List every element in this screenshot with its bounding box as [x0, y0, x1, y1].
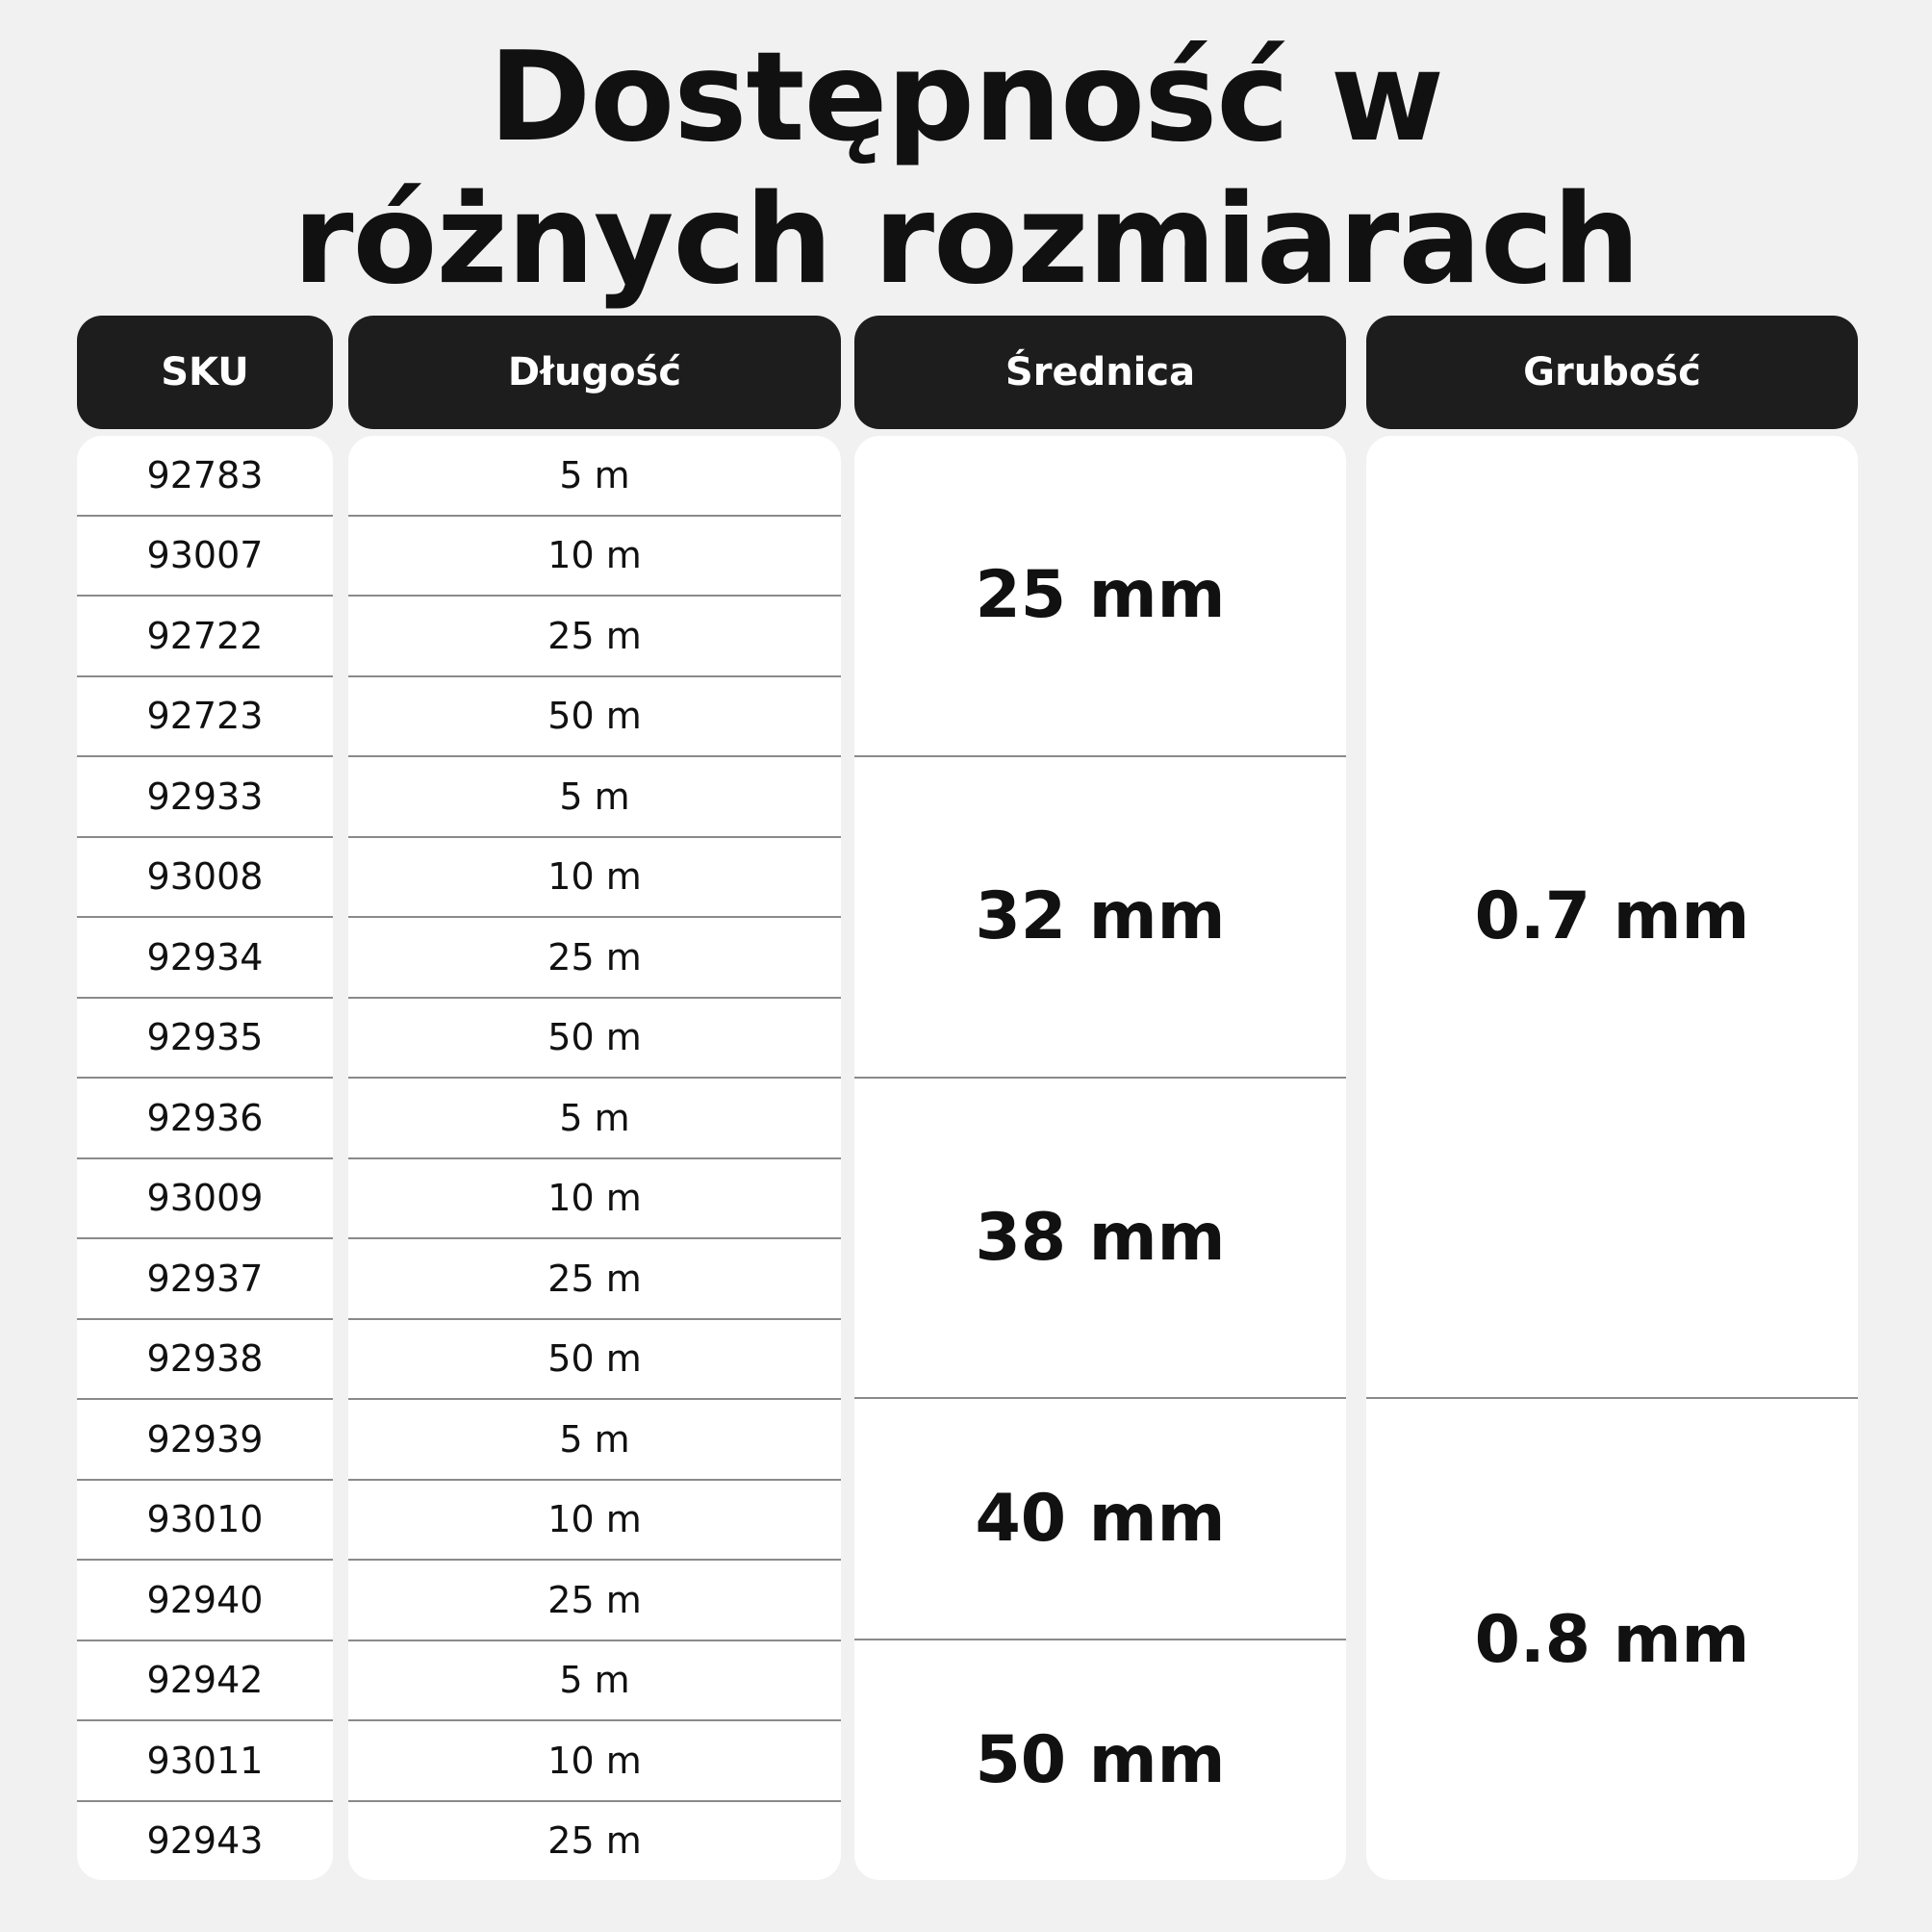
diameter-cell: 25 mm: [854, 436, 1346, 757]
diameter-cell: 40 mm: [854, 1399, 1346, 1640]
sku-cell: 93010: [77, 1481, 333, 1562]
sku-cell: 93007: [77, 517, 333, 597]
sku-cell: 92722: [77, 597, 333, 677]
length-column: [348, 436, 841, 1880]
length-cell: 25 m: [348, 1239, 841, 1320]
length-cell: 25 m: [348, 918, 841, 999]
length-cell: 5 m: [348, 436, 841, 517]
title-line-1: Dostępność w: [489, 26, 1443, 169]
header-sku: SKU: [77, 316, 333, 429]
sku-cell: 92943: [146, 1819, 264, 1863]
sku-column: [77, 436, 333, 1880]
sku-cell: 92939: [77, 1400, 333, 1481]
length-cell: 10 m: [348, 838, 841, 919]
thickness-cell: 0.8 mm: [1474, 1601, 1750, 1678]
sku-cell: 93011: [77, 1721, 333, 1802]
length-cell: 50 m: [348, 999, 841, 1080]
diameter-cell: 32 mm: [854, 757, 1346, 1079]
length-cell: 10 m: [348, 1159, 841, 1240]
sku-cell: 92940: [77, 1561, 333, 1641]
length-cell: 25 m: [547, 1819, 642, 1863]
thickness-column: [1366, 436, 1858, 1880]
sku-cell: 92938: [77, 1320, 333, 1401]
length-cell: 10 m: [348, 1481, 841, 1562]
title-line-2: różnych rozmiarach: [292, 168, 1640, 312]
length-cell: 5 m: [348, 1400, 841, 1481]
length-cell: 5 m: [348, 757, 841, 838]
length-cell: 10 m: [348, 1721, 841, 1802]
header-diameter: Średnica: [854, 316, 1346, 429]
sku-cell: 92936: [77, 1079, 333, 1159]
sku-cell: 93008: [77, 838, 333, 919]
length-cell: 5 m: [348, 1079, 841, 1159]
sku-cell: 92942: [77, 1641, 333, 1722]
length-cell: 5 m: [348, 1641, 841, 1722]
sku-cell: 92934: [77, 918, 333, 999]
diameter-column: [854, 436, 1346, 1880]
sku-cell: 92783: [77, 436, 333, 517]
header-length: Długość: [348, 316, 841, 429]
length-cell: 25 m: [348, 597, 841, 677]
header-thickness: Grubość: [1366, 316, 1858, 429]
page-title: [0, 27, 1932, 312]
sku-cell: 93009: [77, 1159, 333, 1240]
diameter-cell: 50 mm: [975, 1722, 1226, 1799]
length-cell: 50 m: [348, 1320, 841, 1401]
length-cell: 50 m: [348, 677, 841, 758]
sku-cell: 92937: [77, 1239, 333, 1320]
diameter-cell: 38 mm: [854, 1079, 1346, 1400]
thickness-cell: 0.7 mm: [1366, 436, 1858, 1399]
sku-cell: 92935: [77, 999, 333, 1080]
length-cell: 10 m: [348, 517, 841, 597]
sku-cell: 92933: [77, 757, 333, 838]
length-cell: 25 m: [348, 1561, 841, 1641]
sku-cell: 92723: [77, 677, 333, 758]
